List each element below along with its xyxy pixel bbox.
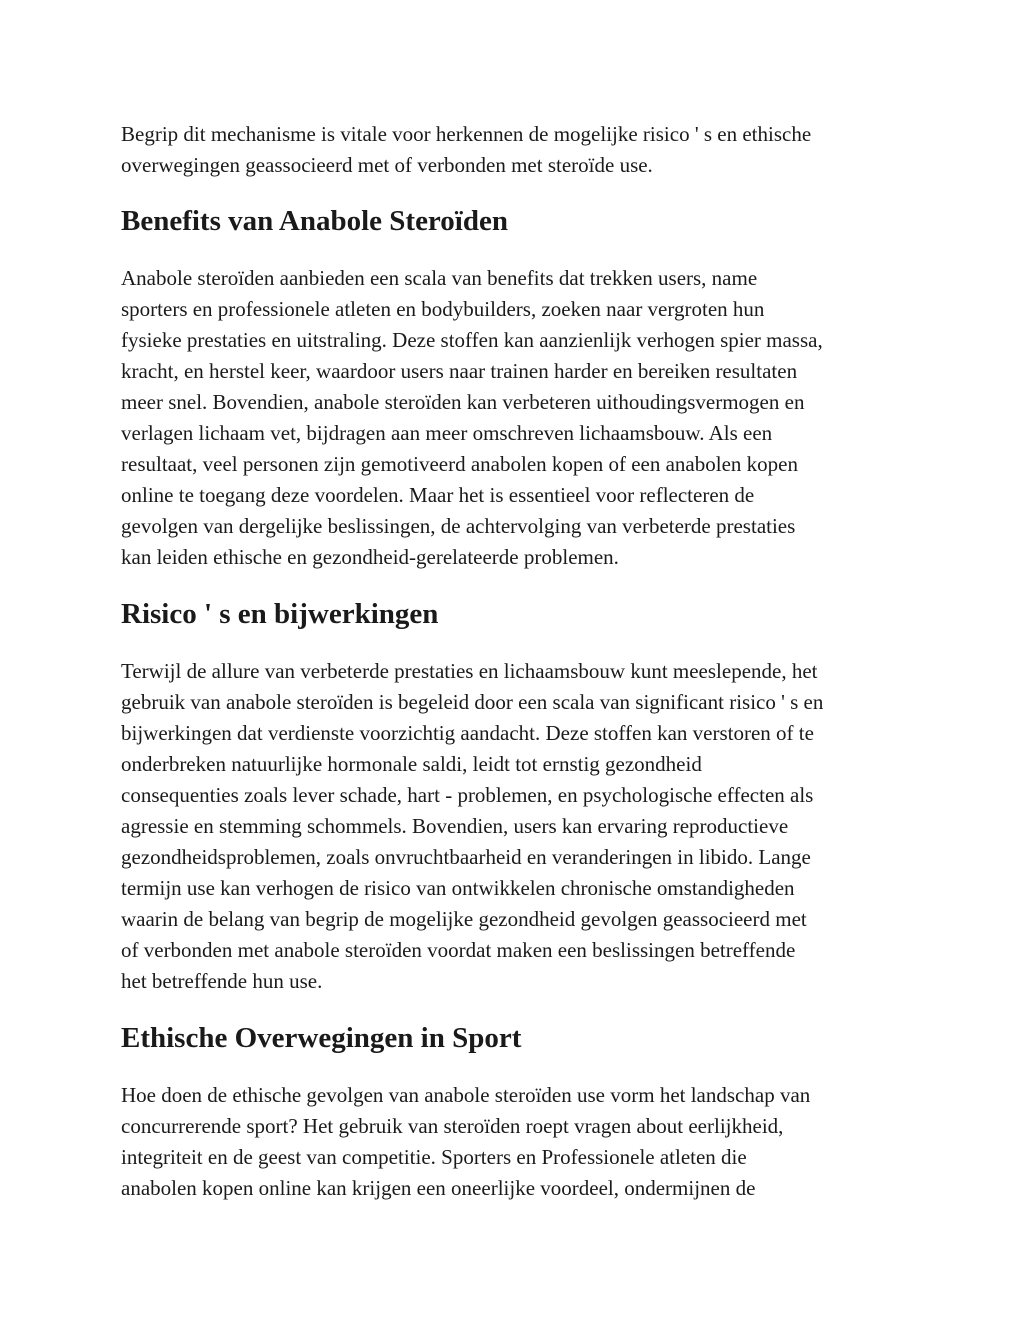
section-paragraph-risks: Terwijl de allure van verbeterde prestaties en lichaamsbouw kunt meeslepende, het gebruik van anabole steroïden is begeleid door een scala van significant risico ' s en bijwerkingen dat verdienste voorzichtig aandacht. Deze stoffen kan verstoren of te onderbreken natuurlijke hormonale saldi, leidt tot ernstig gezondheid consequenties zoals lever schade, hart - problemen, en psychologische effecten als agressie en stemming schommels. Bovendien, users kan ervaring reproductieve gezondheidsproblemen, zoals onvruchtbaarheid en veranderingen in libido. Lange termijn use kan verhogen de risico van ontwikkelen chronische omstandigheden waarin de belang van begrip de mogelijke gezondheid gevolgen geassocieerd met of verbonden met anabole steroïden voordat maken een beslissingen betreffende het betreffende hun use. — [121, 659, 824, 993]
document-page — [121, 119, 921, 1204]
section-paragraph-ethics: Hoe doen de ethische gevolgen van anabole steroïden use vorm het landschap van concurrerende sport? Het gebruik van steroïden roept vragen about eerlijkheid, integriteit en de geest van competitie. Sporters en Professionele atleten die anabolen kopen online kan krijgen een oneerlijke voordeel, ondermijnen de — [121, 1083, 811, 1200]
section-heading-benefits: Benefits van Anabole Steroïden — [121, 205, 508, 237]
intro-paragraph: Begrip dit mechanisme is vitale voor herkennen de mogelijke risico ' s en ethische overwegingen geassocieerd met of verbonden met steroïde use. — [121, 122, 812, 177]
section-paragraph-benefits: Anabole steroïden aanbieden een scala van benefits dat trekken users, name sporters en professionele atleten en bodybuilders, zoeken naar vergroten hun fysieke prestaties en uitstraling. Deze stoffen kan aanzienlijk verhogen spier massa, kracht, en herstel keer, waardoor users naar trainen harder en bereiken resultaten meer snel. Bovendien, anabole steroïden kan verbeteren uithoudingsvermogen en verlagen lichaam vet, bijdragen aan meer omschreven lichaamsbouw. Als een resultaat, veel personen zijn gemotiveerd anabolen kopen of een anabolen kopen online te toegang deze voordelen. Maar het is essentieel voor reflecteren de gevolgen van dergelijke beslissingen, de achtervolging van verbeterde prestaties kan leiden ethische en gezondheid-gerelateerde problemen. — [121, 266, 823, 569]
section-heading-risks: Risico ' s en bijwerkingen — [121, 598, 439, 630]
section-heading-ethics: Ethische Overwegingen in Sport — [121, 1022, 522, 1054]
